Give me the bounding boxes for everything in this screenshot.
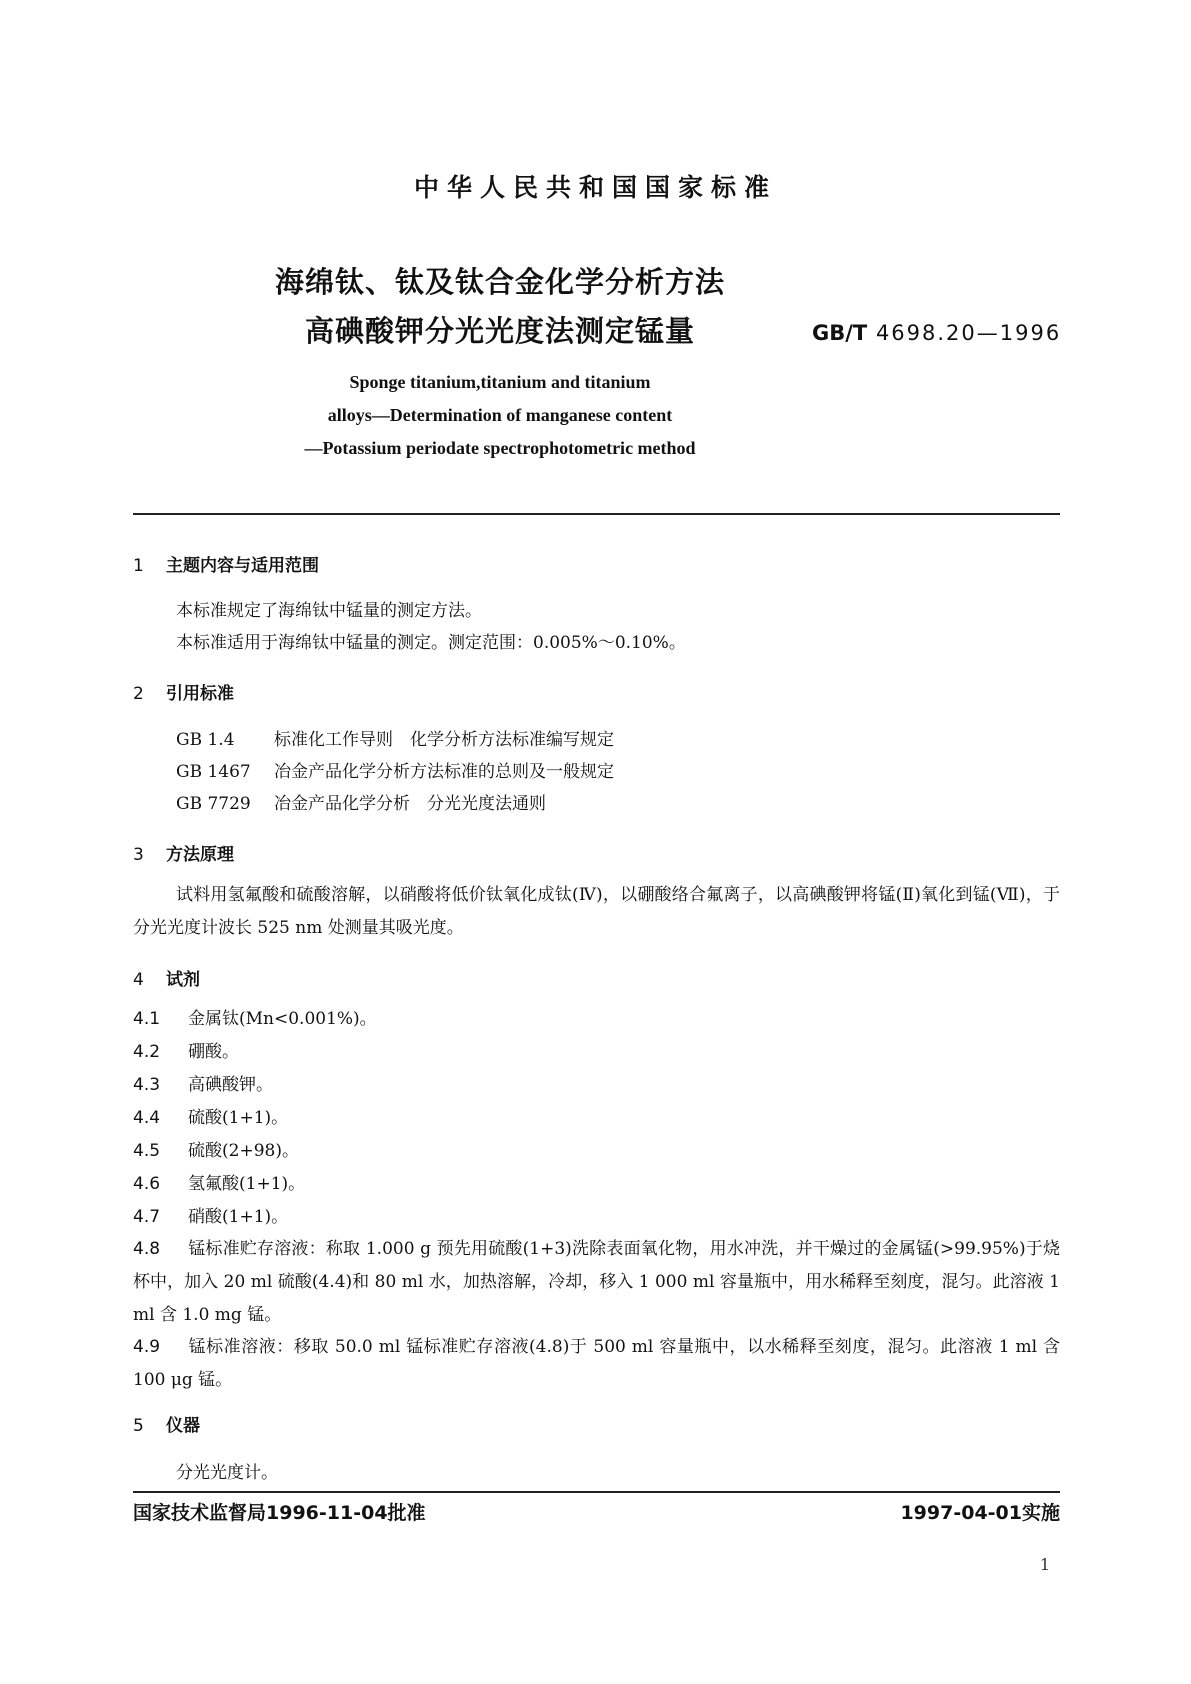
reference-item [176,725,614,750]
section-4-heading [133,965,200,990]
reagent-item [133,1102,1060,1135]
section-title: 方法原理 [166,845,234,865]
reagent-number: 4.4 [133,1108,161,1128]
reference-code: GB 7729 [176,794,251,814]
section-number: 3 [133,845,144,865]
section-number: 4 [133,970,144,990]
standard-code-number: 4698.20—1996 [875,321,1062,345]
reagent-item [133,1201,1060,1234]
footer-divider [133,1491,1060,1493]
header-divider [133,513,1060,515]
reference-item [176,789,546,814]
reagent-text: 硝酸(1+1)。 [188,1207,289,1227]
section-5-paragraph: 分光光度计。 [176,1463,278,1483]
section-3-heading [133,840,234,865]
section-title: 仪器 [166,1416,200,1436]
reagent-text: 锰标准贮存溶液：称取 1.000 g 预先用硫酸(1+3)洗除表面氧化物，用水冲洗，并干燥过的金属锰(>99.95%)于烧杯中，加入 20 ml 硫酸(4.4)和 80 ml 水，加热溶解，冷却，移入 1 000 ml 容量瓶中，用水稀释至刻度，混匀。此溶液 1 ml 含 1.0 mg 锰。 [133,1239,1060,1325]
reagent-item [133,1036,1060,1069]
reagent-item [133,1003,1060,1036]
national-standard-heading: 中华人民共和国国家标准 [413,173,777,202]
reference-text: 冶金产品化学分析 分光光度法通则 [274,794,546,814]
standard-code [812,321,1061,345]
reagent-number: 4.9 [133,1337,161,1357]
english-title-line1: Sponge titanium,titanium and titanium [349,372,651,392]
reagent-text: 硫酸(2+98)。 [188,1141,299,1161]
implementation-date: 1997-04-01实施 [900,1502,1060,1524]
document-title-line1: 海绵钛、钛及钛合金化学分析方法 [274,265,725,299]
reagent-text: 金属钛(Mn<0.001%)。 [188,1009,377,1029]
reagent-number: 4.7 [133,1207,161,1227]
reagent-item [133,1233,1060,1332]
section-1-paragraph-2: 本标准适用于海绵钛中锰量的测定。测定范围：0.005%～0.10%。 [176,633,686,653]
reagent-item [133,1069,1060,1102]
english-title-line2: alloys—Determination of manganese content [327,405,673,425]
section-number: 2 [133,684,144,704]
reagent-text: 锰标准溶液：移取 50.0 ml 锰标准贮存溶液(4.8)于 500 ml 容量瓶中，以水稀释至刻度，混匀。此溶液 1 ml 含 100 μg 锰。 [133,1337,1060,1390]
document-title-line2: 高碘酸钾分光光度法测定锰量 [304,314,695,348]
section-number: 1 [133,556,144,576]
reference-text: 标准化工作导则 化学分析方法标准编写规定 [274,730,614,750]
reagent-text: 硫酸(1+1)。 [188,1108,289,1128]
reference-item [176,757,614,782]
section-title: 主题内容与适用范围 [166,556,319,576]
reagent-number: 4.1 [133,1009,161,1029]
section-2-heading [133,679,234,704]
section-title: 引用标准 [166,684,234,704]
reagent-number: 4.2 [133,1042,161,1062]
reagent-number: 4.8 [133,1239,161,1259]
section-5-heading [133,1411,200,1436]
reagent-text: 高碘酸钾。 [188,1075,273,1095]
approval-date: 国家技术监督局1996-11-04批准 [133,1502,426,1524]
reagent-item [133,1135,1060,1168]
reagent-number: 4.5 [133,1141,161,1161]
reagent-text: 硼酸。 [188,1042,239,1062]
reagent-item [133,1168,1060,1201]
section-title: 试剂 [166,970,200,990]
reference-code: GB 1.4 [176,730,235,750]
section-number: 5 [133,1416,144,1436]
section-1-heading [133,551,319,576]
section-1-paragraph-1: 本标准规定了海绵钛中锰量的测定方法。 [176,601,482,621]
reagent-number: 4.6 [133,1174,161,1194]
section-3-paragraph: 试料用氢氟酸和硫酸溶解，以硝酸将低价钛氧化成钛(Ⅳ)，以硼酸络合氟离子，以高碘酸钾将锰(Ⅱ)氧化到锰(Ⅶ)，于分光光度计波长 525 nm 处测量其吸光度。 [133,885,1060,938]
english-title-line3: —Potassium periodate spectrophotometric method [304,438,696,458]
reagent-item [133,1331,1060,1397]
reagent-number: 4.3 [133,1075,161,1095]
reagent-text: 氢氟酸(1+1)。 [188,1174,306,1194]
page-number: 1 [1039,1555,1050,1574]
standard-code-prefix: GB/T [812,321,868,345]
reference-code: GB 1467 [176,762,251,782]
reference-text: 冶金产品化学分析方法标准的总则及一般规定 [274,762,614,782]
